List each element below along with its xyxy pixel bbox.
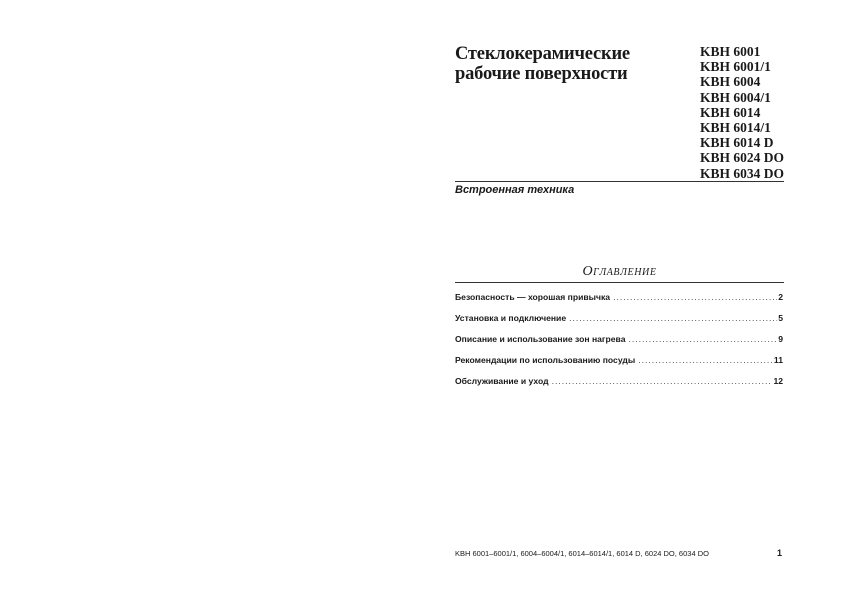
toc-entry-page: 5 (778, 313, 783, 323)
model-item: KBH 6001/1 (700, 59, 771, 75)
toc-leader-dots (628, 334, 777, 344)
model-item: KBH 6004/1 (700, 89, 771, 105)
model-item: KBH 6014/1 (700, 120, 771, 136)
header-divider (455, 181, 784, 182)
toc-entry-label: Безопасность — хорошая привычка (455, 292, 611, 302)
model-item: KBH 6024 DO (700, 150, 785, 166)
table-of-contents (455, 292, 783, 397)
toc-entry[interactable] (455, 376, 783, 397)
toc-leader-dots (552, 376, 773, 386)
model-item: KBH 6014 D (700, 135, 774, 151)
page-number: 1 (777, 548, 783, 558)
model-list (700, 44, 784, 181)
model-item: KBH 6014 (700, 104, 761, 120)
toc-entry-label: Рекомендации по использованию посуды (455, 355, 636, 365)
toc-entry[interactable] (455, 292, 783, 313)
model-item: KBH 6034 DO (700, 165, 785, 181)
toc-leader-dots (638, 355, 773, 365)
toc-leader-dots (569, 313, 777, 323)
subtitle: Встроенная техника (455, 184, 575, 196)
toc-entry-page: 12 (773, 376, 783, 386)
document-title (455, 44, 685, 84)
toc-entry[interactable] (455, 313, 783, 334)
model-item: KBH 6004 (700, 74, 761, 90)
toc-entry-page: 11 (773, 355, 783, 365)
toc-entry-label: Описание и использование зон нагрева (455, 334, 626, 344)
toc-entry-label: Обслуживание и уход (455, 376, 549, 386)
toc-entry[interactable] (455, 334, 783, 355)
toc-heading: Оглавление (582, 264, 657, 279)
title-line-1: Стеклокерамические (455, 44, 630, 64)
model-item: KBH 6001 (700, 44, 761, 59)
toc-divider (455, 282, 784, 283)
toc-entry-page: 2 (778, 292, 783, 302)
toc-entry-page: 9 (778, 334, 783, 344)
footer-models: KBH 6001–6001/1, 6004–6004/1, 6014–6014/1, 6014 D, 6024 DO, 6034 DO (455, 549, 709, 558)
toc-entry[interactable] (455, 355, 783, 376)
toc-entry-label: Установка и подключение (455, 313, 567, 323)
title-line-2: рабочие поверхности (455, 64, 628, 84)
toc-leader-dots (613, 292, 777, 302)
